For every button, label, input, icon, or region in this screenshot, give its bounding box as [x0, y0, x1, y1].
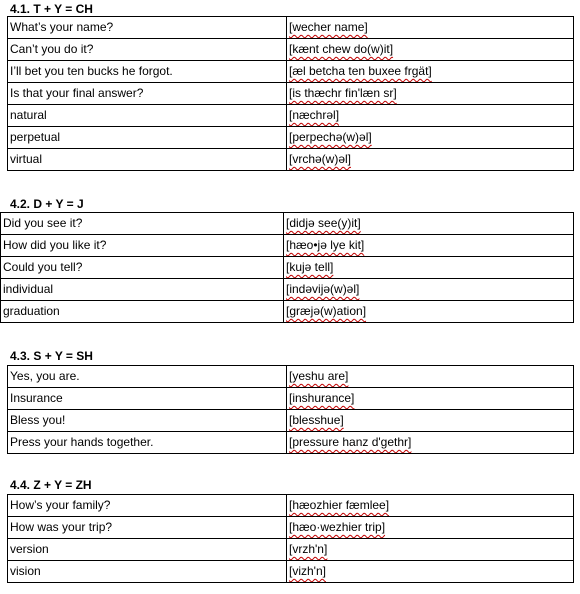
table-row [8, 366, 574, 388]
phrase-cell: Insurance [8, 388, 287, 410]
phrase-cell: graduation [1, 301, 284, 323]
pronunciation-cell: [græjə(w)ation] [284, 301, 574, 323]
phrase-cell: I’ll bet you ten bucks he forgot. [8, 61, 287, 83]
table-row [1, 257, 574, 279]
phrase-cell: natural [8, 105, 287, 127]
phrase-cell: Could you tell? [1, 257, 284, 279]
section-1-table [7, 16, 574, 171]
pronunciation-cell: [yeshu are] [287, 366, 574, 388]
phrase-cell: Bless you! [8, 410, 287, 432]
table-row [1, 213, 574, 235]
pronunciation-cell: [æl betcha ten buxee frgät] [287, 61, 574, 83]
table-row [8, 17, 574, 39]
phrase-cell: What’s your name? [8, 17, 287, 39]
table-row [8, 388, 574, 410]
pronunciation-cell: [is thæchr fin'læn sr] [287, 83, 574, 105]
phrase-cell: vision [8, 561, 287, 583]
table-row [1, 235, 574, 257]
section-4-heading: 4.4. Z + Y = ZH [10, 478, 92, 492]
table-row [8, 39, 574, 61]
pronunciation-cell: [kænt chew do(w)it] [287, 39, 574, 61]
phrase-cell: How was your trip? [8, 517, 287, 539]
pronunciation-cell: [hæo·wezhier trip] [287, 517, 574, 539]
table-row [8, 539, 574, 561]
table-row [8, 105, 574, 127]
table-row [8, 149, 574, 171]
pronunciation-cell: [perpechə(w)əl] [287, 127, 574, 149]
phrase-cell: Yes, you are. [8, 366, 287, 388]
phrase-cell: Is that your final answer? [8, 83, 287, 105]
table-row [8, 61, 574, 83]
section-2-table [0, 212, 574, 323]
pronunciation-cell: [vizh'n] [287, 561, 574, 583]
pronunciation-cell: [inshurance] [287, 388, 574, 410]
phrase-cell: version [8, 539, 287, 561]
pronunciation-cell: [didjə see(y)it] [284, 213, 574, 235]
phrase-cell: How did you like it? [1, 235, 284, 257]
section-4-table [7, 494, 574, 583]
phrase-cell: individual [1, 279, 284, 301]
phrase-cell: Press your hands together. [8, 432, 287, 454]
pronunciation-cell: [hæozhier fæmlee] [287, 495, 574, 517]
section-1-heading: 4.1. T + Y = CH [10, 2, 93, 16]
table-row [8, 127, 574, 149]
pronunciation-cell: [vrzh'n] [287, 539, 574, 561]
pronunciation-cell: [pressure hanz d'gethr] [287, 432, 574, 454]
table-row [8, 410, 574, 432]
table-row [8, 495, 574, 517]
pronunciation-cell: [kujə tell] [284, 257, 574, 279]
pronunciation-cell: [blesshue] [287, 410, 574, 432]
pronunciation-cell: [indəvijə(w)əl] [284, 279, 574, 301]
pronunciation-cell: [vrchə(w)əl] [287, 149, 574, 171]
table-row [1, 301, 574, 323]
phrase-cell: Can’t you do it? [8, 39, 287, 61]
phrase-cell: Did you see it? [1, 213, 284, 235]
table-row [8, 517, 574, 539]
table-row [8, 83, 574, 105]
table-row [1, 279, 574, 301]
table-row [8, 432, 574, 454]
section-3-heading: 4.3. S + Y = SH [10, 349, 93, 363]
phrase-cell: perpetual [8, 127, 287, 149]
phrase-cell: virtual [8, 149, 287, 171]
pronunciation-cell: [næchrəl] [287, 105, 574, 127]
section-2-heading: 4.2. D + Y = J [10, 197, 84, 211]
table-row [8, 561, 574, 583]
pronunciation-cell: [hæo•jə lye kit] [284, 235, 574, 257]
phrase-cell: How’s your family? [8, 495, 287, 517]
pronunciation-cell: [wecher name] [287, 17, 574, 39]
section-3-table [7, 365, 574, 454]
